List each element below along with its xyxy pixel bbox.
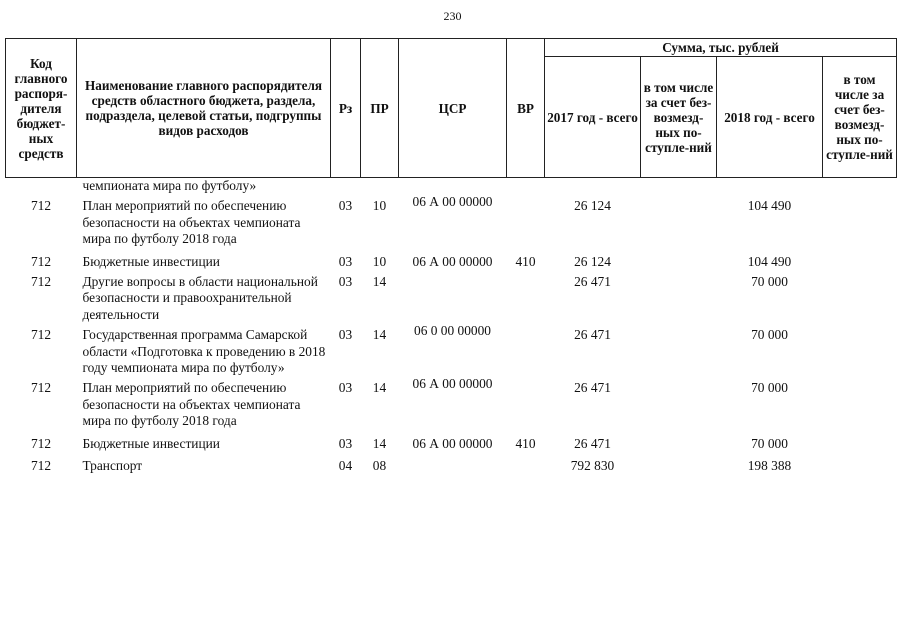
cell-pr: 14 bbox=[372, 435, 387, 451]
cell-2018-free bbox=[823, 376, 897, 429]
cell-2017-free bbox=[641, 430, 717, 452]
table-body bbox=[6, 178, 897, 475]
cell-2018-free bbox=[823, 270, 897, 323]
cell-name: Бюджетные инвестиции bbox=[82, 435, 220, 451]
cell-pr: 10 bbox=[372, 253, 387, 269]
cell-csr bbox=[399, 270, 507, 323]
cell-code: 712 bbox=[30, 458, 52, 474]
cell-2018-total: 198 388 bbox=[747, 458, 792, 474]
cell-vr bbox=[507, 194, 545, 247]
cell-rz: 03 bbox=[338, 327, 353, 343]
table-row bbox=[6, 452, 897, 474]
cell-name: План мероприятий по обеспечению безопасности на объектах чемпионата мира по футболу 2018 года bbox=[82, 380, 301, 429]
cell-pr: 14 bbox=[372, 380, 387, 396]
header-2017-free: в том числе за счет без-возмезд-ных по-ступле-ний bbox=[641, 57, 717, 178]
cell-code: 712 bbox=[30, 435, 52, 451]
header-code: Код главного распоря-дителя бюджет-ных средств bbox=[6, 39, 77, 178]
cell-vr bbox=[507, 376, 545, 429]
cell-pr: 14 bbox=[372, 274, 387, 290]
cell-vr: 410 bbox=[515, 435, 536, 451]
table-row bbox=[6, 323, 897, 376]
cell-2018-total: 70 000 bbox=[751, 274, 788, 290]
cell-2017-free bbox=[641, 270, 717, 323]
cell-2017-total: 26 471 bbox=[574, 380, 611, 396]
cell-2017-total: 26 124 bbox=[574, 253, 611, 269]
header-rz: Рз bbox=[331, 39, 361, 178]
cell-2018-free bbox=[823, 323, 897, 376]
cell-2017-total: 792 830 bbox=[570, 458, 615, 474]
cell-csr: 06 А 00 00000 bbox=[412, 435, 493, 451]
cell-2018-total: 70 000 bbox=[751, 380, 788, 396]
cell-2018-total: 70 000 bbox=[751, 327, 788, 343]
continuation-text: чемпионата мира по футболу» bbox=[82, 178, 257, 193]
cell-vr bbox=[507, 270, 545, 323]
cell-rz: 04 bbox=[338, 458, 353, 474]
cell-csr: 06 А 00 00000 bbox=[412, 253, 493, 269]
header-2018-total: 2018 год - всего bbox=[717, 57, 823, 178]
cell-pr: 08 bbox=[372, 458, 387, 474]
cell-rz: 03 bbox=[338, 253, 353, 269]
header-pr: ПР bbox=[361, 39, 399, 178]
header-csr: ЦСР bbox=[399, 39, 507, 178]
cell-2018-total: 104 490 bbox=[747, 253, 792, 269]
cell-2018-free bbox=[823, 248, 897, 270]
cell-rz: 03 bbox=[338, 198, 353, 214]
header-sum-group: Сумма, тыс. рублей bbox=[545, 39, 897, 57]
table-row bbox=[6, 194, 897, 247]
table-row bbox=[6, 376, 897, 429]
header-2017-total: 2017 год - всего bbox=[545, 57, 641, 178]
cell-2017-free bbox=[641, 248, 717, 270]
cell-2017-total: 26 471 bbox=[574, 327, 611, 343]
cell-name: Транспорт bbox=[82, 458, 143, 474]
cell-2017-free bbox=[641, 194, 717, 247]
cell-2018-total: 104 490 bbox=[747, 198, 792, 214]
cell-vr bbox=[507, 323, 545, 376]
cell-csr: 06 А 00 00000 bbox=[412, 194, 493, 210]
cell-vr: 410 bbox=[515, 253, 536, 269]
table-header bbox=[6, 39, 897, 178]
cell-name: План мероприятий по обеспечению безопасности на объектах чемпионата мира по футболу 2018 года bbox=[82, 198, 301, 247]
cell-2017-total: 26 471 bbox=[574, 435, 611, 451]
cell-name: Государственная программа Самарской области «Подготовка к проведению в 2018 году чемпионата мира по футболу» bbox=[82, 327, 326, 376]
cell-pr: 10 bbox=[372, 198, 387, 214]
table-row bbox=[6, 248, 897, 270]
cell-rz: 03 bbox=[338, 274, 353, 290]
cell-name: Другие вопросы в области национальной безопасности и правоохранительной деятельности bbox=[82, 274, 318, 322]
continuation-row bbox=[6, 178, 897, 195]
cell-code: 712 bbox=[30, 274, 52, 290]
cell-rz: 03 bbox=[338, 435, 353, 451]
page-number: 230 bbox=[443, 9, 462, 23]
cell-code: 712 bbox=[30, 327, 52, 343]
header-vr: ВР bbox=[507, 39, 545, 178]
cell-csr: 06 0 00 00000 bbox=[414, 323, 491, 339]
cell-2018-free bbox=[823, 452, 897, 474]
cell-2018-free bbox=[823, 430, 897, 452]
cell-2017-total: 26 471 bbox=[574, 274, 611, 290]
cell-2017-free bbox=[641, 376, 717, 429]
header-2018-free: в том числе за счет без-возмезд-ных по-ступле-ний bbox=[823, 57, 897, 178]
cell-vr bbox=[507, 452, 545, 474]
cell-2017-free bbox=[641, 452, 717, 474]
cell-csr bbox=[399, 452, 507, 474]
cell-2018-free bbox=[823, 194, 897, 247]
cell-2017-total: 26 124 bbox=[574, 198, 611, 214]
cell-2018-total: 70 000 bbox=[751, 435, 788, 451]
cell-2017-free bbox=[641, 323, 717, 376]
cell-code: 712 bbox=[30, 253, 52, 269]
budget-table bbox=[5, 38, 897, 475]
cell-name: Бюджетные инвестиции bbox=[82, 253, 220, 269]
table-row bbox=[6, 270, 897, 323]
table-row bbox=[6, 430, 897, 452]
cell-code: 712 bbox=[30, 198, 52, 214]
cell-pr: 14 bbox=[372, 327, 387, 343]
header-name: Наименование главного распорядителя средств областного бюджета, раздела, подраздела, целевой статьи, подгруппы видов расходов bbox=[77, 39, 331, 178]
cell-csr: 06 А 00 00000 bbox=[412, 376, 493, 392]
cell-code: 712 bbox=[30, 380, 52, 396]
cell-rz: 03 bbox=[338, 380, 353, 396]
